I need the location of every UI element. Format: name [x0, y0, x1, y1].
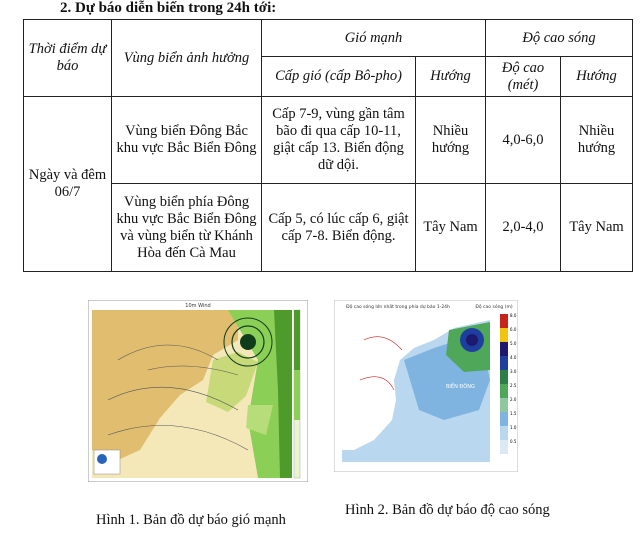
wind-direction-cell: Nhiều hướng [416, 97, 486, 184]
header-wave-height: Độ cao sóng [486, 20, 633, 57]
height-cell: 4,0-6,0 [486, 97, 561, 184]
wind-cell: Cấp 7-9, vùng gần tâm bão đi qua cấp 10-11, giật cấp 13. Biển động dữ dội. [262, 97, 416, 184]
header-strong-wind: Gió mạnh [262, 20, 486, 57]
wave-map-plot [342, 312, 490, 462]
forecast-table [23, 19, 633, 272]
table-row [24, 97, 633, 184]
wind-cell: Cấp 5, có lúc cấp 6, giật cấp 7-8. Biển động. [262, 184, 416, 272]
area-cell: Vùng biển phía Đông khu vực Bắc Biển Đông và vùng biển từ Khánh Hòa đến Cà Mau [112, 184, 262, 272]
time-cell: Ngày và đêm 06/7 [24, 97, 112, 272]
legend-tick: 5.0 [510, 341, 517, 346]
legend-tick: 6.0 [510, 327, 517, 332]
table-row [24, 184, 633, 272]
legend-tick: 0.5 [510, 439, 517, 444]
legend-tick: 4.0 [510, 355, 517, 360]
figure-2-caption: Hình 2. Bản đồ dự báo độ cao sóng [345, 502, 550, 518]
header-height: Độ cao (mét) [486, 57, 561, 97]
figure-1-caption: Hình 1. Bản đồ dự báo gió mạnh [96, 512, 286, 528]
wave-map-title: Độ cao sóng lớn nhất trong phía dự báo 1-24h [346, 305, 450, 310]
bien-dong-label: BIỂN ĐÔNG [446, 384, 475, 390]
wave-legend-title: Độ cao sóng (m) [475, 305, 513, 310]
wave-height-map [334, 300, 518, 472]
legend-tick: 1.0 [510, 425, 517, 430]
legend-tick: 2.5 [510, 383, 517, 388]
legend-tick: 2.0 [510, 397, 517, 402]
legend-tick: 1.5 [510, 411, 517, 416]
legend-tick: 3.0 [510, 369, 517, 374]
section-heading: 2. Dự báo diễn biến trong 24h tới: [60, 0, 277, 16]
area-cell: Vùng biển Đông Bắc khu vực Bắc Biển Đông [112, 97, 262, 184]
header-area: Vùng biển ảnh hưởng [112, 20, 262, 97]
wind-map-plot [92, 310, 300, 478]
legend-tick: 8.0 [510, 313, 517, 318]
header-time: Thời điểm dự báo [24, 20, 112, 97]
header-wave-direction: Hướng [561, 57, 633, 97]
height-cell: 2,0-4,0 [486, 184, 561, 272]
header-wind-direction: Hướng [416, 57, 486, 97]
wave-direction-cell: Tây Nam [561, 184, 633, 272]
wind-forecast-map [88, 300, 308, 482]
wind-direction-cell: Tây Nam [416, 184, 486, 272]
wave-direction-cell: Nhiều hướng [561, 97, 633, 184]
header-wind-level: Cấp gió (cấp Bô-pho) [262, 57, 416, 97]
wind-map-title: 10m Wind [185, 303, 211, 309]
agency-logo [94, 450, 120, 474]
